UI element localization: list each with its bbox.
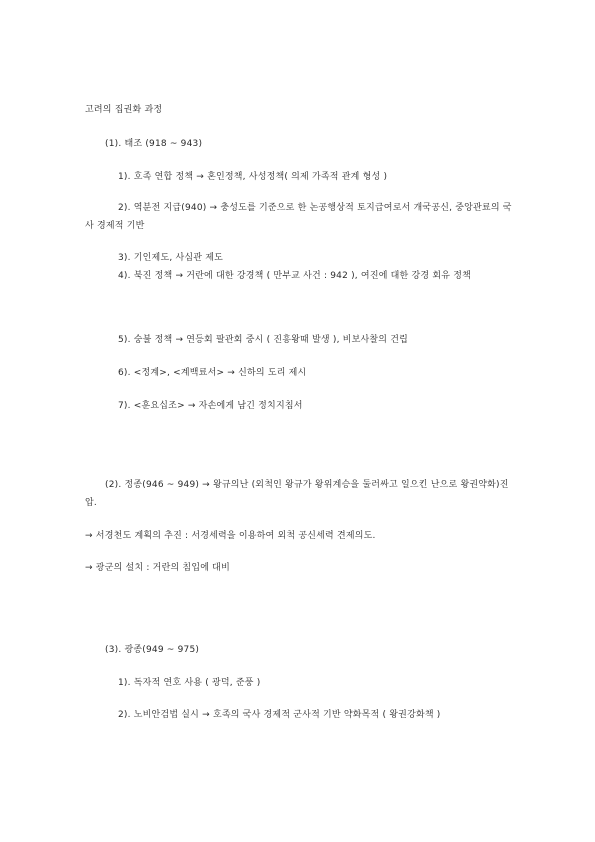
section-heading-taejo: (1). 태조 (918 ~ 943) bbox=[105, 139, 203, 149]
jeongjong-heading-text: (2). 정종(946 ~ 949) → 왕규의난 (외척인 왕규가 왕위계승을 둘러싸고 일으킨 난으로 왕권약화)진압. bbox=[85, 480, 509, 508]
taejo-item-2-text: 2). 역분전 지급(940) → 충성도를 기준으로 한 논공행상적 토지급여로서 개국공신, 중앙관료의 국사 경제적 기반 bbox=[85, 203, 512, 231]
taejo-item-2 bbox=[85, 199, 515, 235]
section-heading-gwangjong: (3). 광종(949 ~ 975) bbox=[105, 645, 200, 655]
document-title: 고려의 집권화 과정 bbox=[85, 105, 163, 115]
gwangjong-item-1: 1). 독자적 연호 사용 ( 광덕, 준풍 ) bbox=[118, 678, 261, 688]
taejo-item-1: 1). 호족 연합 정책 → 혼인정책, 사성정책( 의제 가족적 관계 형성 ) bbox=[118, 172, 388, 182]
taejo-item-4-text: 4). 북진 정책 → 거란에 대한 강경책 ( 만부교 사건 : 942 ), 여진에 대한 강경 회유 정책 bbox=[118, 271, 472, 281]
section-heading-jeongjong bbox=[85, 476, 515, 512]
gwangjong-item-2: 2). 노비안검법 실시 → 호족의 국사 경제적 군사적 기반 약화목적 ( 왕권강화책 ) bbox=[118, 710, 441, 720]
taejo-item-7: 7). <훈요십조> → 자손에게 남긴 정치지침서 bbox=[118, 401, 303, 411]
jeongjong-line-a: → 서경천도 계획의 추진 : 서경세력을 이용하여 외척 공신세력 견제의도. bbox=[85, 531, 376, 541]
taejo-item-5: 5). 숭불 정책 → 연등회 팔관회 중시 ( 진흥왕때 발생 ), 비보사찰의 건립 bbox=[118, 335, 409, 345]
jeongjong-line-b: → 광군의 설치 : 거란의 침입에 대비 bbox=[85, 563, 230, 573]
taejo-item-4 bbox=[85, 267, 515, 285]
taejo-item-3: 3). 기인제도, 사심관 제도 bbox=[118, 253, 223, 263]
taejo-item-6: 6). <정계>, <계백료서> → 신하의 도리 제시 bbox=[118, 368, 307, 378]
